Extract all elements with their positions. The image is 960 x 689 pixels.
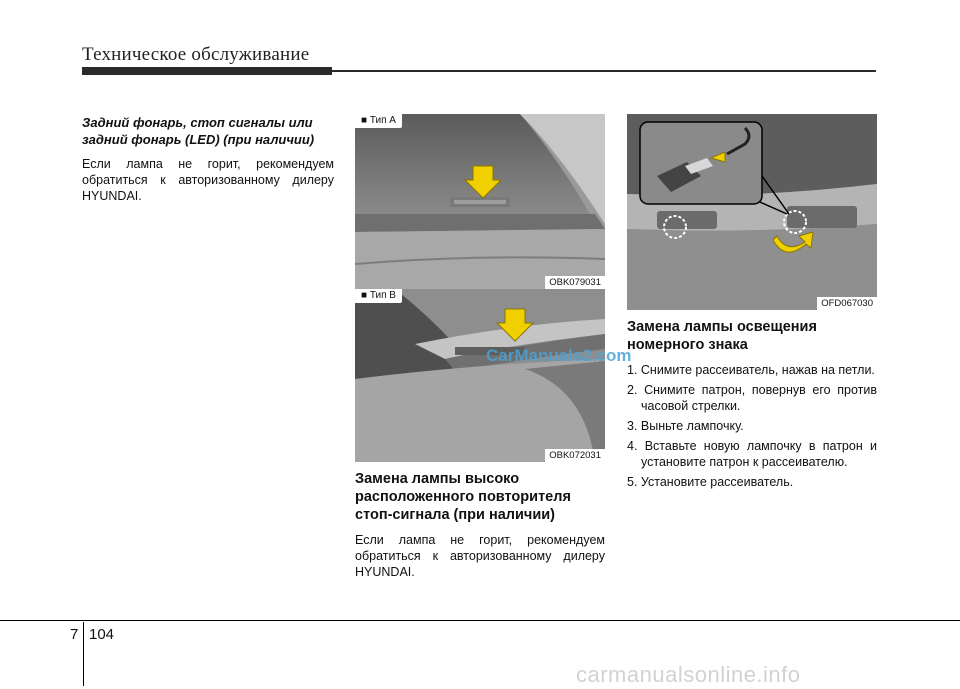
step-item: 1. Снимите рассеиватель, нажав на петли. bbox=[627, 363, 875, 377]
rear-spoiler-illustration bbox=[355, 289, 605, 462]
type-a-label: ■ Тип A bbox=[355, 114, 402, 128]
left-column bbox=[82, 114, 334, 204]
license-lamp-steps bbox=[627, 362, 877, 490]
section-title: Техническое обслуживание bbox=[82, 44, 310, 65]
stop-lamp-text: Если лампа не горит, рекомендуем обратиться к авторизованному дилеру HYUNDAI. bbox=[355, 533, 605, 579]
stop-lamp-heading: Замена лампы высоко расположенного повторителя стоп-сигнала (при наличии) bbox=[355, 471, 571, 523]
step-item: 3. Выньте лампочку. bbox=[627, 419, 744, 433]
license-lamp-heading: Замена лампы освещения номерного знака bbox=[627, 319, 817, 353]
header-rule-thick bbox=[82, 67, 332, 75]
page-number: 104 bbox=[89, 626, 115, 643]
step-item: 5. Установите рассеиватель. bbox=[627, 475, 794, 489]
photo-type-b bbox=[355, 289, 605, 462]
photo-code-a: OBK079031 bbox=[545, 276, 605, 289]
page-number-separator bbox=[83, 622, 84, 686]
photo-type-a bbox=[355, 114, 605, 289]
header-rule-thin bbox=[332, 70, 876, 72]
footer-watermark: carmanualsonline.info bbox=[576, 662, 801, 687]
rear-window-illustration bbox=[355, 114, 605, 289]
tail-lamp-heading: Задний фонарь, стоп сигналы или задний фонарь (LED) (при наличии) bbox=[82, 115, 315, 147]
step-item: 4. Вставьте новую лампочку в патрон и установите патрон к рассеивателю. bbox=[627, 439, 877, 469]
step-item: 2. Снимите патрон, повернув его против часовой стрелки. bbox=[627, 383, 877, 413]
footer-rule bbox=[0, 620, 960, 621]
chapter-number: 7 bbox=[70, 626, 79, 643]
photo-code-b: OBK072031 bbox=[545, 449, 605, 462]
middle-column bbox=[355, 470, 605, 580]
watermark-carmanuals: CarManuals2.com bbox=[486, 346, 632, 365]
right-column bbox=[627, 318, 877, 494]
photo-license-lamp bbox=[627, 114, 877, 310]
tail-lamp-text: Если лампа не горит, рекомендуем обратиться к авторизованному дилеру HYUNDAI. bbox=[82, 157, 334, 203]
photo-code-c: OFD067030 bbox=[817, 297, 877, 310]
license-lamp-illustration bbox=[627, 114, 877, 310]
type-b-label: ■ Тип B bbox=[355, 289, 402, 303]
